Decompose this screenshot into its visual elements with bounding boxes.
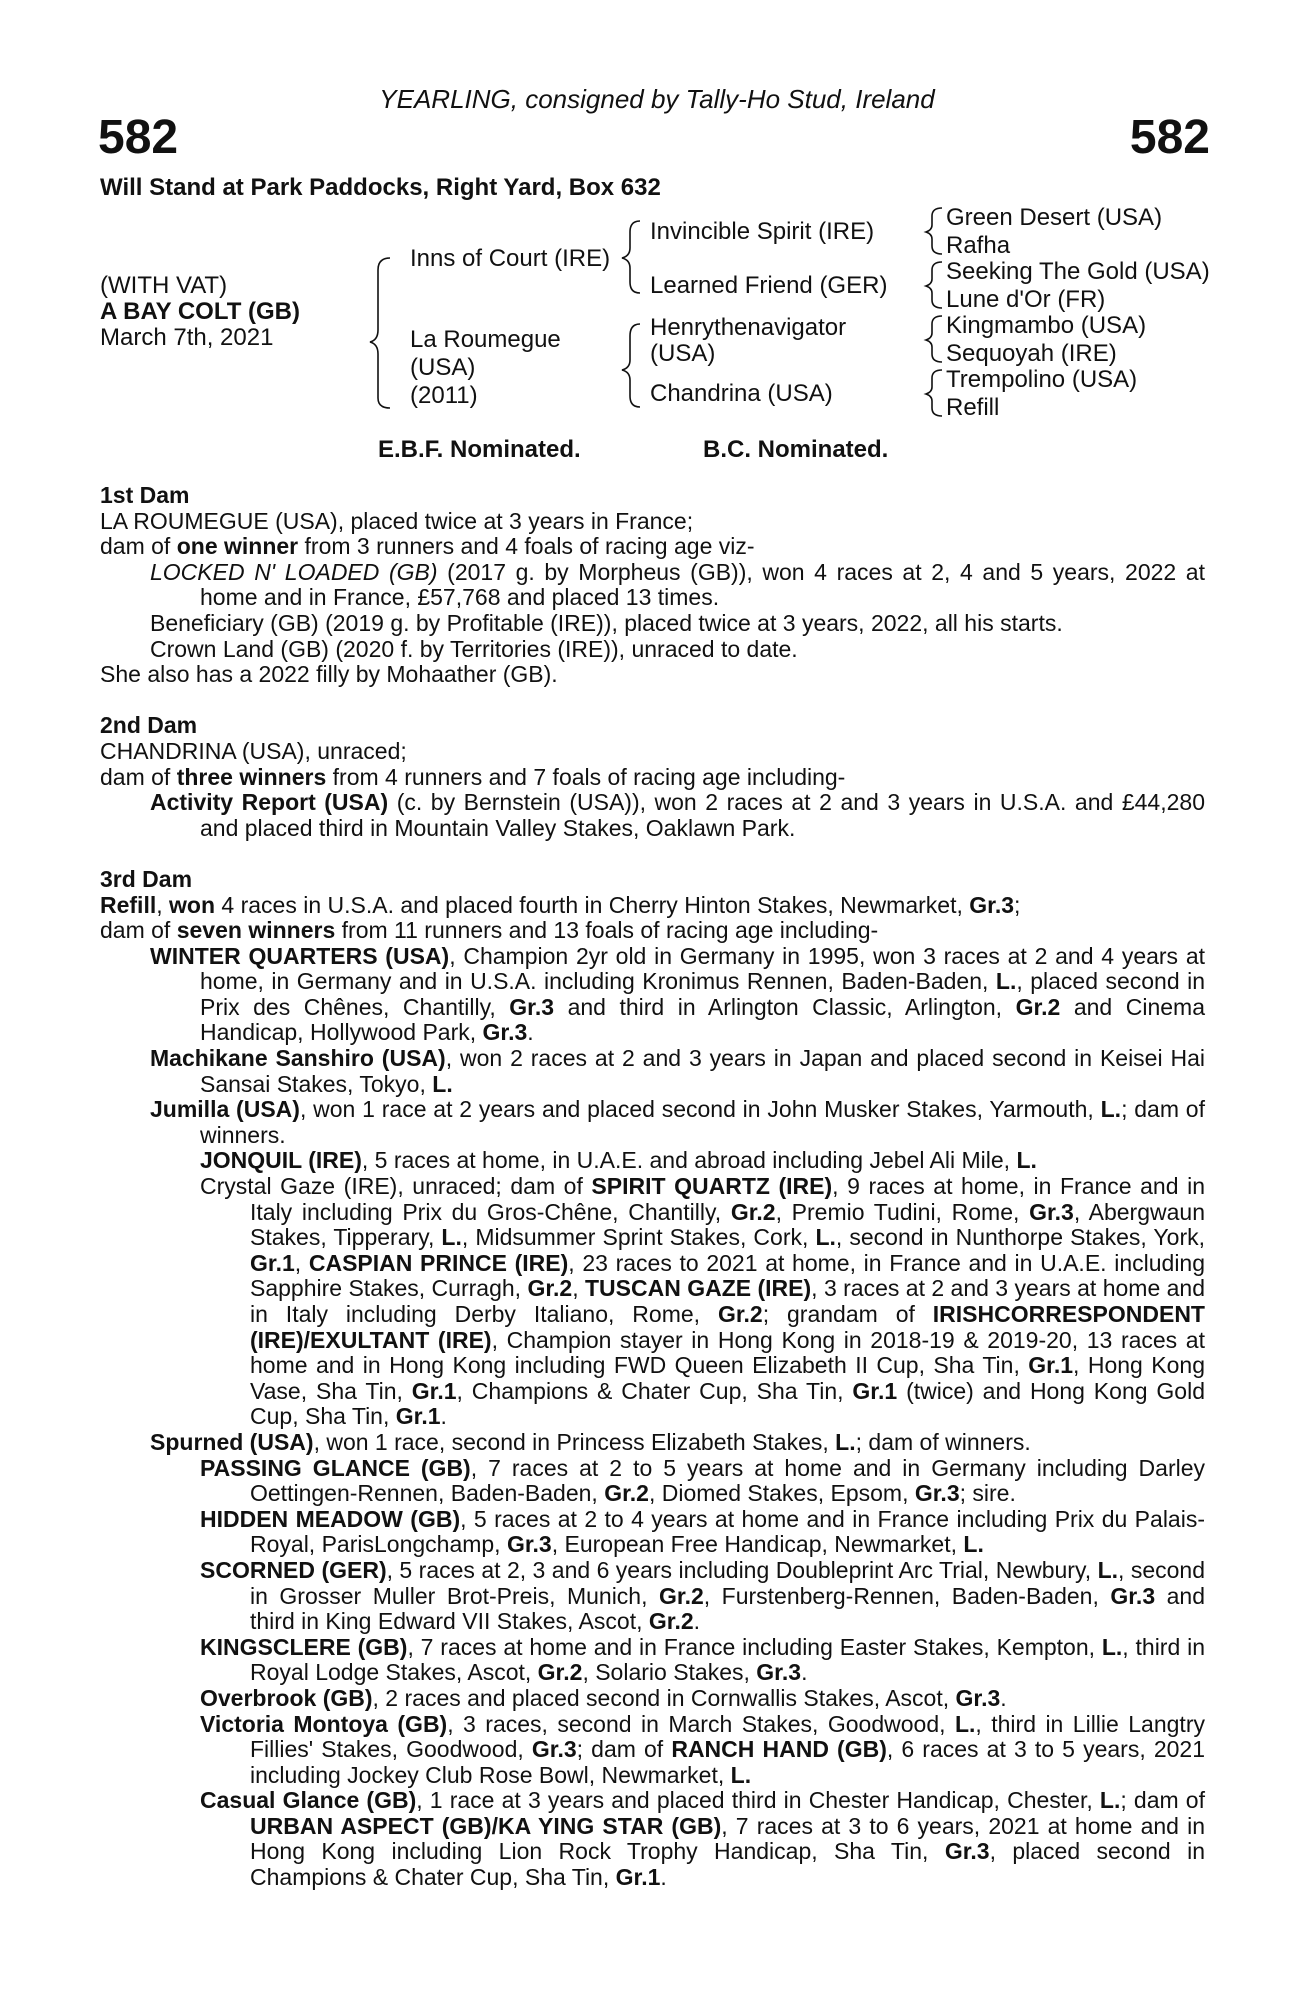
catalogue-body: [100, 483, 1205, 1916]
second-dam-section: [100, 713, 1205, 841]
pedigree-sire: Inns of Court (IRE): [410, 245, 611, 272]
brace-dam: [622, 324, 640, 407]
third-dam-produce-line: dam of seven winners from 11 runners and 13 foals of racing age including-: [100, 917, 879, 944]
produce-entry: Casual Glance (GB), 1 race at 3 years and placed third in Chester Handicap, Chester, L.; dam of URBAN ASPECT (GB)/KA YING STAR (GB), 7 races at 3 to 6 years, 2021 at home and in Hong Kong including Lion Rock Trophy Handicap, Sha Tin, Gr.3, placed second in Champions & Chater Cup, Sha Tin, Gr.1.: [200, 1787, 1205, 1891]
pedigree-ddd: Refill: [946, 394, 1000, 421]
pedigree-sss: Green Desert (USA): [946, 204, 1163, 231]
produce-entry: Jumilla (USA), won 1 race at 2 years and placed second in John Musker Stakes, Yarmouth, L.; dam of winners.: [150, 1096, 1205, 1148]
second-dam-line: CHANDRINA (USA), unraced;: [100, 737, 407, 764]
produce-entry: Machikane Sanshiro (USA), won 2 races at 2 and 3 years in Japan and placed second in Keisei Hai Sansai Stakes, Tokyo, L.: [150, 1045, 1205, 1097]
produce-entry: Overbrook (GB), 2 races and placed second in Cornwallis Stakes, Ascot, Gr.3.: [200, 1684, 1007, 1711]
pedigree-dam-2: (USA): [410, 354, 476, 381]
stand-location: Will Stand at Park Paddocks, Right Yard, Box 632: [100, 174, 661, 201]
produce-entry: Beneficiary (GB) (2019 g. by Profitable (IRE)), placed twice at 3 years, 2022, all his starts.: [150, 609, 1063, 636]
horse-name: A BAY COLT (GB): [100, 298, 301, 325]
foaling-date: March 7th, 2021: [100, 324, 274, 351]
first-dam-title: 1st Dam: [100, 482, 190, 508]
brace-ds: [926, 316, 942, 362]
produce-entry: Activity Report (USA) (c. by Bernstein (USA)), won 2 races at 2 and 3 years in U.S.A. and £44,280 and placed third in Mountain Valley Stakes, Oaklawn Park.: [150, 789, 1205, 841]
pedigree-dam-sire-2: (USA): [650, 340, 716, 367]
pedigree-dam-1: La Roumegue: [410, 326, 561, 353]
pedigree-ssd: Rafha: [946, 232, 1011, 259]
pedigree-dam-dam: Chandrina (USA): [650, 380, 833, 407]
pedigree-dsd: Sequoyah (IRE): [946, 340, 1117, 367]
produce-entry: WINTER QUARTERS (USA), Champion 2yr old in Germany in 1995, won 3 races at 2 and 4 years at home, in Germany and in U.S.A. including Kronimus Rennen, Baden-Baden, L., placed second in Prix des Chênes, Chantilly, Gr.3 and third in Arlington Classic, Arlington, Gr.2 and Cinema Handicap, Hollywood Park, Gr.3.: [150, 942, 1206, 1046]
produce-entry: LOCKED N' LOADED (GB) (2017 g. by Morpheus (GB)), won 4 races at 2, 4 and 5 years, 2022 at home and in France, £57,768 and placed 13 times.: [150, 558, 1205, 611]
pedigree-dds: Trempolino (USA): [946, 366, 1138, 393]
pedigree-sdd: Lune d'Or (FR): [946, 286, 1106, 313]
produce-entry: Crown Land (GB) (2020 f. by Territories (IRE)), unraced to date.: [150, 635, 798, 662]
first-dam-line: LA ROUMEGUE (USA), placed twice at 3 years in France;: [100, 507, 694, 534]
produce-entry: Crystal Gaze (IRE), unraced; dam of SPIRIT QUARTZ (IRE), 9 races at home, in France and in Italy including Prix du Gros-Chêne, Chantilly, Gr.2, Premio Tudini, Rome, Gr.3, Abergwaun Stakes, Tipperary, L., Midsummer Sprint Stakes, Cork, L., second in Nunthorpe Stakes, York, Gr.1, CASPIAN PRINCE (IRE), 23 races to 2021 at home, in France and in U.A.E. including Sapphire Stakes, Curragh, Gr.2, TUSCAN GAZE (IRE), 3 races at 2 and 3 years at home and in Italy including Derby Italiano, Rome, Gr.2; grandam of IRISHCORRESPONDENT (IRE)/EXULTANT (IRE), Champion stayer in Hong Kong in 2018-19 & 2019-20, 13 races at home and in Hong Kong including FWD Queen Elizabeth II Cup, Sha Tin, Gr.1, Hong Kong Vase, Sha Tin, Gr.1, Champions & Chater Cup, Sha Tin, Gr.1 (twice) and Hong Kong Gold Cup, Sha Tin, Gr.1.: [200, 1173, 1206, 1430]
consignor-line: YEARLING, consigned by Tally-Ho Stud, Ireland: [379, 84, 935, 114]
pedigree-sire-sire: Invincible Spirit (IRE): [650, 218, 875, 245]
second-dam-produce-line: dam of three winners from 4 runners and 7 foals of racing age including-: [100, 763, 846, 790]
first-dam-footnote: She also has a 2022 filly by Mohaather (GB).: [100, 661, 558, 688]
brace-parents: [370, 258, 390, 408]
third-dam-line: Refill, won 4 races in U.S.A. and placed fourth in Cherry Hinton Stakes, Newmarket, Gr.3;: [100, 891, 1021, 918]
first-dam-section: [100, 483, 1205, 688]
pedigree-dss: Kingmambo (USA): [946, 312, 1147, 339]
ebf-nomination: E.B.F. Nominated.: [378, 436, 581, 463]
third-dam-section: [100, 867, 1205, 1891]
second-dam-title: 2nd Dam: [100, 712, 198, 739]
produce-entry: SCORNED (GER), 5 races at 2, 3 and 6 years including Doubleprint Arc Trial, Newbury, L., second in Grosser Muller Brot-Preis, Munich, Gr.2, Furstenberg-Rennen, Baden-Baden, Gr.3 and third in King Edward VII Stakes, Ascot, Gr.2.: [200, 1556, 1206, 1635]
produce-entry: Spurned (USA), won 1 race, second in Princess Elizabeth Stakes, L.; dam of winners.: [150, 1428, 1031, 1455]
brace-dd: [926, 370, 942, 416]
lot-number-right: 582: [1129, 111, 1210, 164]
third-dam-title: 3rd Dam: [100, 865, 193, 892]
brace-ss: [926, 208, 942, 254]
produce-entry: JONQUIL (IRE), 5 races at home, in U.A.E. and abroad including Jebel Ali Mile, L.: [200, 1147, 1037, 1174]
pedigree-dam-sire-1: Henrythenavigator: [650, 314, 847, 341]
brace-sd: [926, 262, 942, 308]
pedigree-sds: Seeking The Gold (USA): [946, 258, 1210, 285]
produce-entry: KINGSCLERE (GB), 7 races at home and in France including Easter Stakes, Kempton, L., third in Royal Lodge Stakes, Ascot, Gr.2, Solario Stakes, Gr.3.: [200, 1633, 1205, 1686]
pedigree-dam-3: (2011): [410, 382, 478, 409]
vat-note: (WITH VAT): [100, 272, 228, 299]
pedigree-sire-dam: Learned Friend (GER): [650, 272, 888, 299]
bc-nomination: B.C. Nominated.: [703, 436, 889, 463]
produce-entry: HIDDEN MEADOW (GB), 5 races at 2 to 4 years at home and in France including Prix du Palais-Royal, ParisLongchamp, Gr.3, European Free Handicap, Newmarket, L.: [200, 1505, 1205, 1558]
brace-sire: [622, 221, 640, 293]
produce-entry: PASSING GLANCE (GB), 7 races at 2 to 5 years at home and in Germany including Darley Oettingen-Rennen, Baden-Baden, Gr.2, Diomed Stakes, Epsom, Gr.3; sire.: [200, 1454, 1205, 1507]
first-dam-produce-line: dam of one winner from 3 runners and 4 foals of racing age viz-: [100, 533, 755, 560]
produce-entry: Victoria Montoya (GB), 3 races, second in March Stakes, Goodwood, L., third in Lillie Langtry Fillies' Stakes, Goodwood, Gr.3; dam of RANCH HAND (GB), 6 races at 3 to 5 years, 2021 including Jockey Club Rose Bowl, Newmarket, L.: [200, 1710, 1206, 1788]
lot-number-left: 582: [98, 111, 179, 164]
